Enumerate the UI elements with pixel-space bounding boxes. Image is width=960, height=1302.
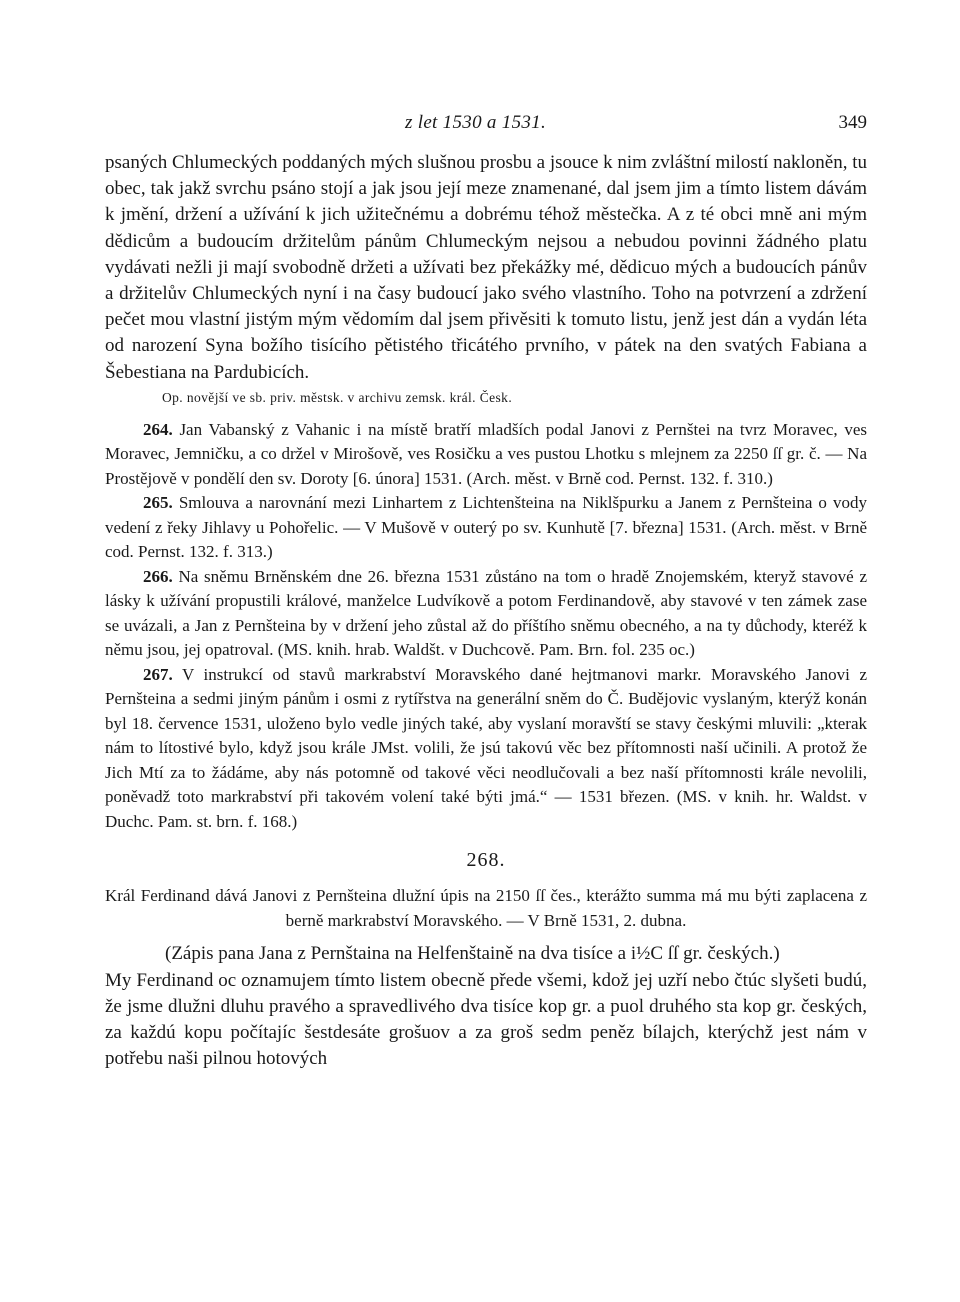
page-header [105, 112, 867, 142]
regest-number: 264. [143, 419, 173, 439]
regest-number: 265. [143, 493, 173, 513]
document-subtitle: (Zápis pana Jana z Pernštaina na Helfenštaině na dva tisíce a i½C ſſ gr. českých.) [165, 943, 780, 965]
page-body [105, 150, 867, 1072]
regest-text: Jan Vabanský z Vahanic i na místě bratří mladších podal Janovi z Pernštei na tvrz Moravec, ves Moravec, Jemničku, a co držel v Mirošově, ves Rosičku a ves pustou Lhotku s mlejnem za 2250 ſſ gr. č. — Na Prostějově v pondělí den sv. Doroty [6. února] 1531. (Arch. měst. v Brně cod. Pernst. 132. f. 310.) [105, 419, 867, 488]
running-head: z let 1530 a 1531. [405, 112, 547, 133]
document-regest: Král Ferdinand dává Janovi z Pernšteina dlužní úpis na 2150 ſſ čes., kterážto summa má mu býti zaplacena z berně markrabství Moravského. — V Brně 1531, 2. dubna. [105, 886, 867, 930]
regest-entry [105, 418, 867, 492]
regest-entry [105, 565, 867, 663]
document-number: 268. [466, 849, 506, 872]
regest-text: Smlouva a narovnání mezi Linhartem z Lichtenšteina na Niklšpurku a Janem z Pernšteina o vody vedení z řeky Jihlavy u Pohořelic. — V Mušově v outerý po sv. Kunhutě [7. března] 1531. (Arch. měst. v Brně cod. Pernst. 132. f. 313.) [105, 493, 867, 562]
regest-text: Na sněmu Brněnském dne 26. března 1531 zůstáno na tom o hradě Znojemském, kteryž stavové z lásky k užívání propustili králové, manželce Ludvíkově a potom Ferdinandově, aby stavové v ten zámek zase se uvázali, a Jan z Pernšteina by v držení jeho zůstal až do příštího sněmu obecného, a na ty důchody, kteréž k němu jsou, jej opatroval. (MS. knih. hrab. Waldšt. v Duchcově. Pam. Brn. fol. 235 oc.) [105, 566, 867, 660]
page-number: 349 [838, 112, 867, 133]
regest-entry [105, 663, 867, 835]
source-note: Op. novější ve sb. priv. městsk. v archivu zemsk. král. Česk. [162, 389, 513, 405]
document-text: My Ferdinand oc oznamujem tímto listem obecně přede všemi, kdož jej uzří nebo čtúc slyšeti budú, že jsme dlužni dluhu pravého a spravedlivého dva tisíce kop gr. a puol druhého sta kop gr. českých, za každú kopu počítajíc šestdesáte grošuov a za groš sedm peněz bílajch, kterýchž jest nám v potřebu naši pilnou hotových [105, 969, 867, 1070]
regest-number: 266. [143, 566, 173, 586]
regest-text: V instrukcí od stavů markrabství Moravského dané hejtmanovi markr. Moravského Janovi z Pernšteina a sedmi jiným pánům i osmi z rytířstva na generální sněm do Č. Budějovic vyslaným, kterýž konán byl 18. července 1531, uloženo bylo vedle jiných také, aby vyslaní moravští se stavy českými mluvili: „kterak nám to lítostivé bylo, když jsou krále JMst. volili, že jsú takovú věc bez přítomnosti naší učinili. A protož že Jich Mtí za to žádáme, aby nás potomně od takové věci neodlučovali a bez naší přítomnosti krále nevolili, poněvadž toto markrabství při takovém volení také býti jmá.“ — 1531 březen. (MS. v knih. hr. Waldst. v Duchc. Pam. st. brn. f. 168.) [105, 664, 867, 831]
regest-entry [105, 491, 867, 565]
regest-number: 267. [143, 664, 173, 684]
continuation-paragraph: psaných Chlumeckých poddaných mých slušnou prosbu a jsouce k nim zvláštní milostí nakloněn, tu obec, tak jakž svrchu psáno stojí a jak jsou její meze znamenané, dal jsem jim a tímto listem dávám k jmění, držení a užívání k jich užitečnému a dobrému téhož městečka. A z té obci mně ani mým dědicům a budoucím držitelům pánům Chlumeckým nejsou a nebudou povinni žádného platu vydávati nežli ji mají svobodně držeti a užívati bez překážky mé, dědicuo mých a budoucích pánův a držitelův Chlumeckých nyní i na časy budoucí jako svého vlastního. Toho na potvrzení a zdržení pečet mou vlastní jistým mým vědomím dal jsem přivěsiti k tomuto listu, jenž jest dán a vydán léta od narození Syna božího tisícího pětistého třicátého prvního, v pátek na den svatých Fabiana a Šebestiana na Pardubicích. [105, 152, 867, 383]
